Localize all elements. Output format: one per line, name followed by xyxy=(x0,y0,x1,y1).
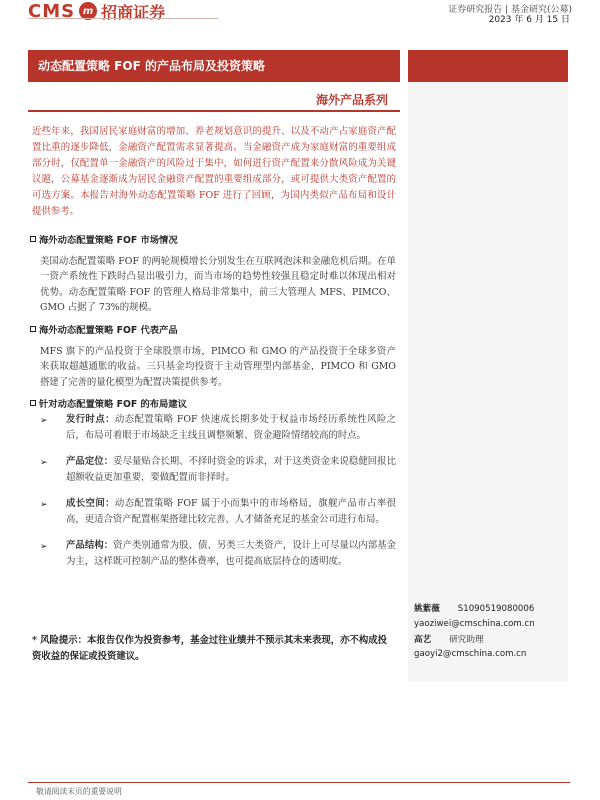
series-divider xyxy=(28,110,400,112)
list-item-label: 产品结构： xyxy=(66,540,114,551)
arrow-bullet-icon: ➢ xyxy=(40,458,48,468)
footer-divider xyxy=(28,782,570,783)
header xyxy=(0,0,600,40)
list-item-text: 妥尽量贴合长期、不择时资金的诉求，对于这类资金来说稳健回报比超额收益更加重要，要做配置而非择时。 xyxy=(66,456,396,483)
suggestion-list xyxy=(40,412,396,580)
square-bullet-icon xyxy=(30,236,36,242)
footer-note: 敬请阅读末页的重要说明 xyxy=(36,787,122,796)
section-heading xyxy=(30,232,400,246)
section-products xyxy=(30,322,400,390)
arrow-bullet-icon: ➢ xyxy=(40,416,48,426)
section-heading xyxy=(30,396,400,410)
section-heading xyxy=(30,322,400,336)
logo-underline xyxy=(28,18,218,24)
section-heading-text: 针对动态配置策略 FOF 的布局建议 xyxy=(39,399,187,410)
author-license: S1090519080006 xyxy=(457,604,535,614)
logo-mark-icon: m xyxy=(79,2,97,20)
title-side-bar xyxy=(408,50,568,82)
list-item xyxy=(40,496,396,528)
report-type: 证券研究报告 | 基金研究(公募) xyxy=(448,5,572,15)
author-name-line xyxy=(414,602,534,614)
author-name-line xyxy=(414,633,484,645)
section-market xyxy=(30,232,400,316)
list-item-text: 动态配置策略 FOF 快速成长期多处于权益市场经历系统性风险之后，布局可着眼于市场缺乏主线且调整频繁、资金避险情绪较高的时点。 xyxy=(66,414,396,441)
author-title: 研究助理 xyxy=(449,635,484,645)
section-suggestions xyxy=(30,396,400,410)
list-item xyxy=(40,412,396,444)
square-bullet-icon xyxy=(30,400,36,406)
author-email[interactable]: yaoziwei@cmschina.com.cn xyxy=(414,619,535,629)
list-item-text: 动态配置策略 FOF 属于小而集中的市场格局，旗舰产品市占率很高，更适合资产配置框架搭建比较完善、人才储备充足的基金公司进行布局。 xyxy=(66,498,396,525)
author-email-line[interactable] xyxy=(414,649,526,659)
section-body: 美国动态配置策略 FOF 的两轮规模增长分别发生在互联网泡沫和金融危机后期。在单一资产系统性下跌时凸显出吸引力，而当市场的趋势性较强且稳定时难以体现出相对优势。动态配置策略 FOF 的管理人格局非常集中，前三大管理人 MFS、PIMCO、GMO 占据了 73%的规模。 xyxy=(40,256,396,314)
arrow-bullet-icon: ➢ xyxy=(40,542,48,552)
author-name: 姚紫薇 xyxy=(414,604,440,614)
logo-company-name: 招商证券 xyxy=(101,2,166,22)
report-date: 2023 年 6 月 15 日 xyxy=(488,15,570,25)
author-name: 高艺 xyxy=(414,635,432,645)
list-item-label: 发行时点： xyxy=(66,414,115,425)
section-heading-text: 海外动态配置策略 FOF 代表产品 xyxy=(39,325,178,336)
section-heading-text: 海外动态配置策略 FOF 市场情况 xyxy=(39,235,178,246)
series-name: 海外产品系列 xyxy=(315,93,388,107)
list-item-text: 资产类别通常为股、债、另类三大类资产，设计上可尽量以内部基金为主，这样既可控制产品的整体费率，也可提高底层持仓的透明度。 xyxy=(66,540,396,567)
logo-cms-text: CMS xyxy=(28,0,76,22)
section-body: MFS 旗下的产品投资于全球股票市场，PIMCO 和 GMO 的产品投资于全球多资产来获取超越通胀的收益。三只基金均投资于主动管理型内部基金，PIMCO 和 GMO 搭建了完善的量化模型为配置决策提供参考。 xyxy=(40,346,396,388)
author-email[interactable]: gaoyi2@cmschina.com.cn xyxy=(414,649,527,659)
side-column xyxy=(408,82,568,682)
intro-paragraph: 近些年来，我国居民家庭财富的增加、养老规划意识的提升、以及不动产占家庭资产配置比重的逐步降低，金融资产配置需求显著提高。当金融资产成为家庭财富的重要组成部分时，仅配置单一金融资产的风险过于集中，如何进行资产配置来分散风险成为关键议题，公募基金逐渐成为居民金融资产配置的重要组成部分，或可提供大类资产配置的可选方案。本报告对海外动态配置策略 FOF 进行了回顾，为国内类似产品布局和设计提供参考。 xyxy=(32,126,396,217)
square-bullet-icon xyxy=(30,326,36,332)
list-item xyxy=(40,538,396,570)
arrow-bullet-icon: ➢ xyxy=(40,500,48,510)
report-title: 动态配置策略 FOF 的产品布局及投资策略 xyxy=(28,50,400,82)
risk-disclaimer: * 风险提示：本报告仅作为投资参考，基金过往业绩并不预示其未来表现，亦不构成投资收益的保证或投资建议。 xyxy=(32,635,388,662)
author-email-line[interactable] xyxy=(414,619,535,629)
list-item-label: 成长空间： xyxy=(66,498,115,509)
list-item-label: 产品定位： xyxy=(66,456,114,467)
list-item xyxy=(40,454,396,486)
